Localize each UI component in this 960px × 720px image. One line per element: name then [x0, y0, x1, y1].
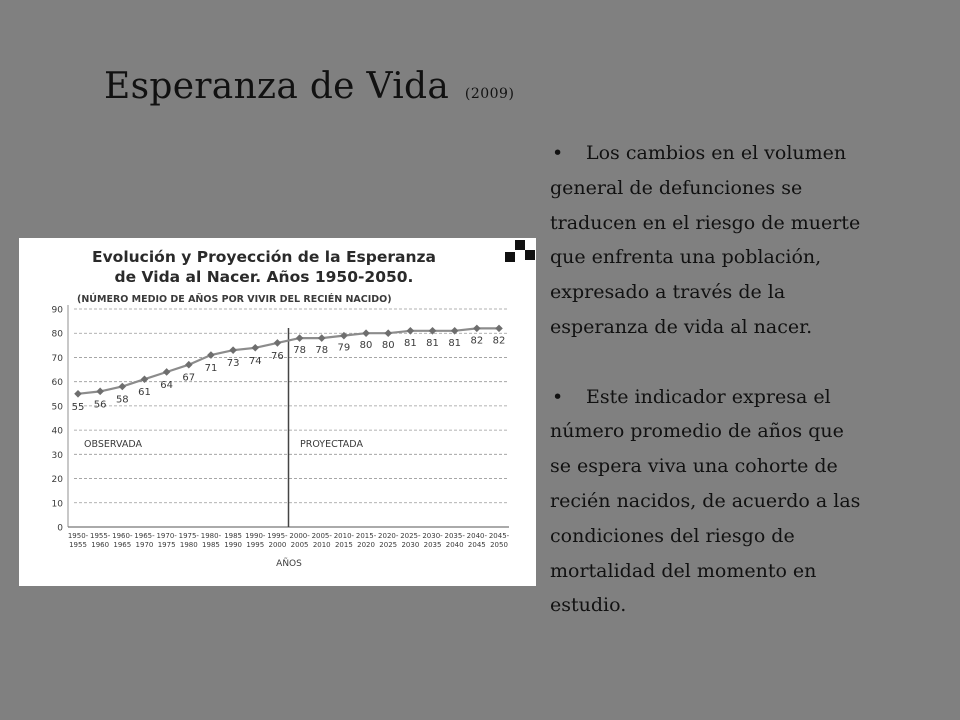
y-tick-label: 0 [57, 523, 63, 534]
bullet-line-text: expresado a través de la [550, 281, 786, 304]
bullet-line [550, 240, 950, 275]
x-tick-label-top: 1990- [245, 532, 266, 540]
data-point [163, 368, 171, 376]
x-tick-label-top: 2000- [289, 532, 310, 540]
data-point [119, 383, 127, 391]
x-tick-label-bottom: 2035 [423, 541, 442, 549]
bullet-line [550, 519, 950, 554]
bullet-line [550, 414, 950, 449]
bullet-dot-icon: • [552, 385, 564, 408]
bullet-line-text: traducen en el riesgo de muerte [550, 211, 861, 234]
x-tick-label-bottom: 1980 [179, 541, 198, 549]
x-tick-label-top: 1955- [89, 532, 111, 540]
data-point [274, 339, 282, 347]
data-label: 71 [204, 363, 218, 375]
data-label: 78 [293, 345, 306, 357]
x-tick-label-top: 2020- [378, 532, 399, 540]
x-tick-label-top: 1995- [267, 532, 288, 540]
x-tick-label-top: 1965- [134, 532, 155, 540]
x-tick-label-bottom: 1985 [202, 541, 220, 549]
x-tick-label-bottom: 1970 [135, 541, 154, 549]
life-expectancy-chart [19, 238, 536, 586]
x-tick-label-bottom: 2015 [334, 541, 353, 549]
data-label: 81 [426, 337, 439, 349]
x-tick-label-bottom: 1955 [69, 541, 87, 549]
data-point [207, 351, 215, 359]
y-tick-label: 50 [51, 402, 63, 413]
corner-mark-icon [505, 240, 535, 262]
region-label-projected: PROYECTADA [300, 439, 363, 450]
x-tick-label-top: 1960- [112, 532, 133, 540]
bullet-line-text: recién nacidos, de acuerdo a las [550, 489, 861, 512]
bullet-line-text: que enfrenta una población, [550, 246, 822, 269]
data-point [407, 327, 415, 335]
bullet-line-text: condiciones del riesgo de [550, 524, 795, 547]
bullet-line [550, 449, 950, 484]
bullet-line-text: estudio. [550, 594, 627, 617]
slide-title [104, 66, 514, 107]
chart-card [19, 238, 536, 586]
x-tick-label-bottom: 2040 [445, 541, 464, 549]
bullet-line [550, 275, 950, 310]
y-tick-label: 90 [51, 305, 63, 316]
y-tick-label: 70 [51, 353, 63, 364]
x-tick-label-top: 2035- [444, 532, 465, 540]
region-label-observed: OBSERVADA [84, 439, 142, 450]
x-tick-label-bottom: 2025 [379, 541, 398, 549]
bullet-line-text: Los cambios en el volumen [586, 142, 847, 164]
bullet-line [550, 588, 950, 623]
data-point [451, 327, 459, 335]
chart-title-line: Evolución y Proyección de la Esperanza [91, 248, 437, 266]
bullet-line [550, 171, 950, 206]
data-label: 76 [271, 350, 284, 362]
data-label: 79 [337, 342, 351, 354]
bullet-line [550, 554, 950, 589]
bullet-line-text: se espera viva una cohorte de [550, 455, 838, 478]
y-tick-label: 80 [51, 329, 63, 340]
x-tick-label-bottom: 1960 [91, 541, 110, 549]
data-label: 78 [315, 345, 329, 357]
y-tick-label: 30 [51, 450, 63, 461]
data-label: 82 [492, 335, 506, 347]
data-point [473, 325, 481, 333]
x-tick-label-top: 1975- [178, 532, 199, 540]
bullet-line-text: general de defunciones se [550, 176, 803, 199]
bullet-dot-icon: • [552, 142, 564, 164]
bullet-paragraph [550, 136, 950, 345]
x-tick-label-bottom: 1965 [113, 541, 132, 549]
data-label: 81 [404, 337, 417, 349]
y-tick-label: 60 [51, 378, 63, 389]
bullet-line-text: Este indicador expresa el [586, 385, 831, 408]
data-point [296, 334, 304, 342]
data-label: 80 [381, 340, 395, 352]
x-tick-label-bottom: 2050 [490, 541, 508, 549]
data-label: 67 [182, 372, 196, 384]
x-tick-label-bottom: 2030 [401, 541, 420, 549]
bullet-line [550, 484, 950, 519]
y-tick-label: 20 [51, 475, 63, 486]
data-point [495, 325, 503, 333]
x-tick-label-bottom: 2000 [268, 541, 287, 549]
data-label: 82 [470, 335, 484, 347]
chart-subtitle: (NÚMERO MEDIO DE AÑOS POR VIVIR DEL RECIÉN NACIDO) [77, 294, 392, 305]
data-point [185, 361, 193, 369]
data-point [229, 346, 237, 354]
bullet-line-text: mortalidad del momento en [550, 559, 817, 582]
bullet-line [550, 310, 950, 345]
slide-title-year: (2009) [464, 86, 515, 102]
x-tick-label-top: 2045- [488, 532, 510, 540]
x-tick-label-bottom: 1975 [157, 541, 176, 549]
x-tick-label-top: 1985 [224, 532, 243, 540]
x-tick-label-bottom: 2005 [290, 541, 309, 549]
x-tick-label-top: 1950- [67, 532, 89, 540]
x-tick-label-top: 2025- [400, 532, 421, 540]
chart-title-line: de Vida al Nacer. Años 1950-2050. [114, 268, 414, 286]
data-point [362, 329, 370, 337]
bullet-line [550, 380, 950, 415]
x-tick-label-top: 1980- [200, 532, 222, 540]
bullet-line-text: esperanza de vida al nacer. [550, 315, 813, 338]
x-tick-label-bottom: 2010 [312, 541, 331, 549]
slide-title-text: Esperanza de Vida [104, 66, 450, 107]
x-tick-label-bottom: 2045 [467, 541, 486, 549]
data-point [251, 344, 259, 352]
x-tick-label-bottom: 1995 [246, 541, 265, 549]
data-label: 74 [248, 355, 262, 367]
data-point [384, 329, 392, 337]
body-text [550, 136, 950, 623]
data-label: 61 [138, 387, 151, 399]
x-tick-label-top: 2040- [466, 532, 488, 540]
x-tick-label-bottom: 1990 [224, 541, 243, 549]
bullet-line [550, 206, 950, 241]
y-tick-label: 10 [51, 499, 63, 510]
x-tick-label-top: 2010- [333, 532, 355, 540]
y-tick-label: 40 [51, 426, 63, 437]
x-tick-label-bottom: 2020 [357, 541, 375, 549]
x-axis-label: AÑOS [276, 559, 302, 569]
data-label: 56 [93, 399, 107, 411]
x-tick-label-top: 2005- [311, 532, 332, 540]
data-point [96, 388, 104, 396]
bullet-line-text: número promedio de años que [550, 420, 844, 443]
data-label: 73 [226, 358, 240, 370]
data-label: 80 [359, 340, 373, 352]
data-label: 81 [448, 337, 462, 349]
data-label: 55 [71, 401, 85, 413]
data-point [318, 334, 326, 342]
x-tick-label-top: 2015- [355, 532, 377, 540]
data-point [74, 390, 82, 398]
data-label: 58 [115, 394, 129, 406]
x-tick-label-top: 1970- [156, 532, 177, 540]
data-label: 64 [160, 379, 173, 391]
bullet-paragraph [550, 380, 950, 624]
bullet-line [550, 136, 950, 171]
x-tick-label-top: 2030- [422, 532, 443, 540]
